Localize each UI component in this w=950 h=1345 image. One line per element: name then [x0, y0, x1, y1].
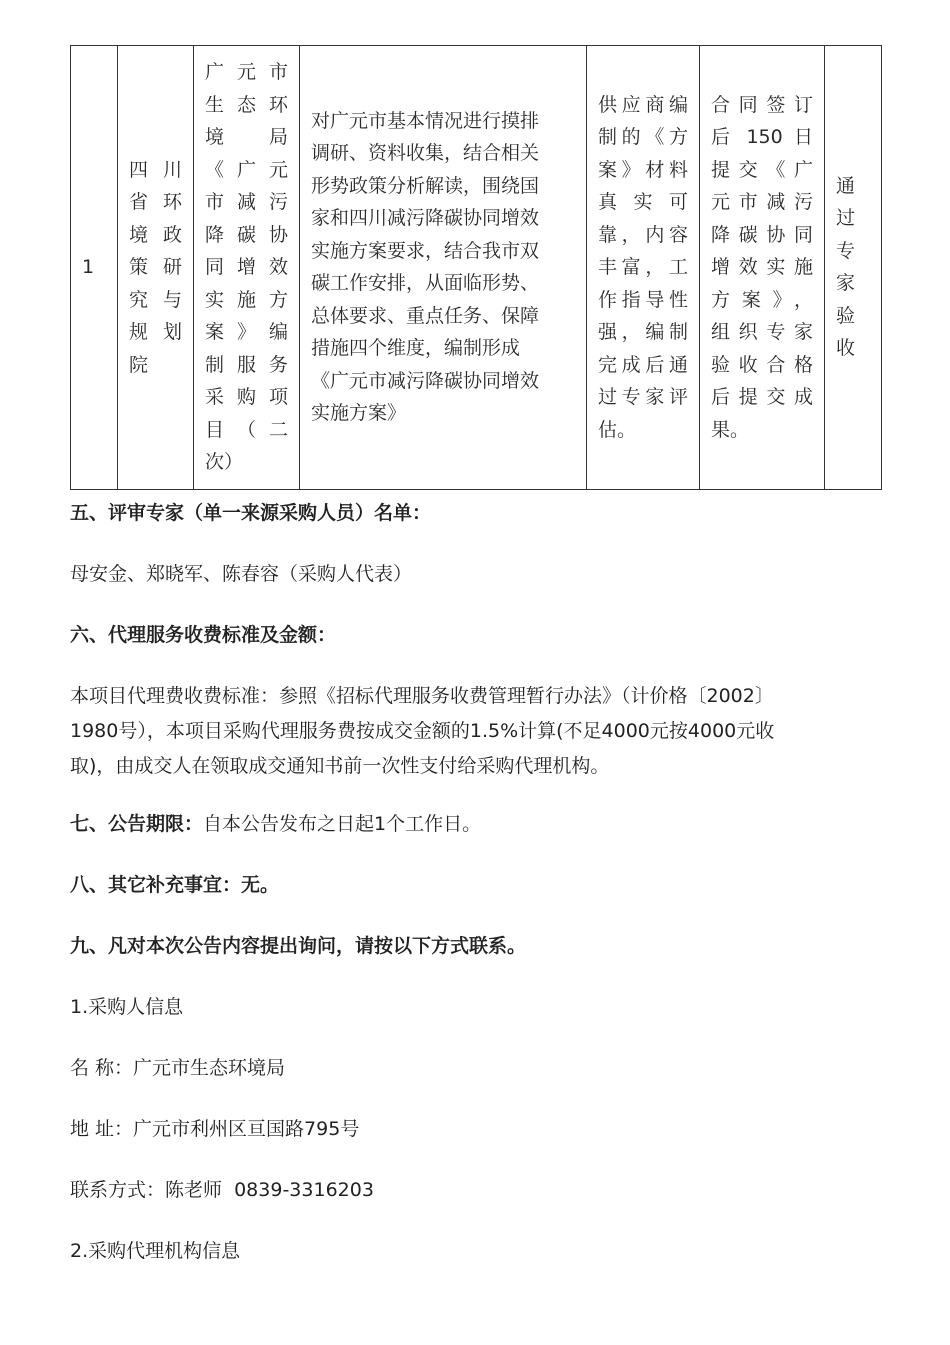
cell-text-line: 靠，内容: [598, 223, 688, 246]
purchaser-contact: [70, 1176, 890, 1204]
cell-text-line: 制服务: [205, 353, 288, 376]
cell-text-line: 果。: [711, 418, 750, 441]
result-table: [70, 45, 882, 490]
address-label: 地 址：: [70, 1118, 134, 1140]
cell-text-line: 制的《方: [598, 126, 688, 148]
cell-project: [194, 46, 300, 490]
cell-text-line: 家: [836, 272, 856, 295]
purchaser-address: [70, 1115, 890, 1143]
cell-text-line: 丰富，工: [598, 256, 688, 278]
cell-text-line: 合同签订: [711, 93, 813, 116]
cell-number: [71, 46, 118, 490]
purchaser-name: [70, 1054, 890, 1082]
section-9-heading: 九、凡对本次公告内容提出询问，请按以下方式联系。: [70, 935, 527, 957]
cell-text-line: 广元市: [205, 61, 288, 83]
cell-text-line: 次）: [205, 451, 244, 473]
name-value: 广元市生态环境局: [133, 1057, 286, 1079]
section-6-heading: 六、代理服务收费标准及金额：: [70, 624, 337, 646]
cell-text-line: 降碳协同: [711, 223, 813, 246]
cell-text-line: 真实可: [598, 191, 688, 213]
cell-content: [300, 46, 587, 490]
result-table-wrapper: [70, 45, 881, 490]
cell-text-line: 通: [836, 174, 856, 197]
acceptance-method: [836, 170, 870, 365]
cell-text-line: 方案》，: [711, 288, 813, 311]
cell-text-line: 省环: [129, 191, 182, 213]
cell-text-line: 强，编制: [598, 321, 688, 343]
cell-text-line: 供应商编: [598, 93, 688, 116]
row-number: 1: [82, 256, 95, 278]
contact-label: 联系方式：: [70, 1179, 166, 1201]
cell-text-line: 措施四个维度，编制形成: [311, 337, 521, 360]
cell-text-line: 究与: [129, 288, 182, 311]
section-7: [70, 810, 890, 838]
table-row: [71, 46, 882, 490]
section-5-heading: 五、评审专家（单一来源采购人员）名单：: [70, 502, 432, 524]
section-7-heading: 七、公告期限：: [70, 813, 204, 835]
address-value: 广元市利州区亘国路795号: [133, 1118, 360, 1140]
cell-text-line: 院: [129, 353, 149, 376]
cell-text-line: 《广元市减污降碳协同增效: [311, 369, 540, 392]
section-6-line-3: 取)，由成交人在领取成交通知书前一次性支付给采购代理机构。: [70, 755, 610, 777]
cell-text-line: 实施方案》: [311, 402, 407, 425]
cell-text-line: 目（二: [205, 418, 288, 441]
cell-text-line: 收: [836, 337, 856, 360]
cell-text-line: 过专家评: [598, 386, 688, 408]
cell-text-line: 碳工作安排，从面临形势、: [311, 272, 540, 295]
purchaser-info-title: 1.采购人信息: [70, 996, 184, 1018]
cell-text-line: 同增效: [205, 256, 288, 278]
name-label: 名 称：: [70, 1057, 134, 1079]
cell-text-line: 后 150 日: [711, 126, 813, 148]
cell-text-line: 市减污: [205, 191, 288, 213]
cell-text-line: 规划: [129, 321, 182, 343]
cell-text-line: 估。: [598, 418, 637, 441]
cell-text-line: 专: [836, 239, 856, 262]
cell-text-line: 增效实施: [711, 256, 813, 278]
cell-text-line: 后提交成: [711, 386, 813, 408]
section-7-body: 自本公告发布之日起1个工作日。: [203, 813, 482, 835]
project-content: [311, 105, 575, 430]
project-name: [205, 56, 288, 479]
cell-text-line: 《广元: [205, 158, 288, 181]
cell-acceptance: [825, 46, 882, 490]
cell-quality: [587, 46, 700, 490]
cell-text-line: 境政: [129, 223, 182, 246]
cell-supplier: [118, 46, 194, 490]
cell-text-line: 形势政策分析解读，围绕国: [311, 174, 540, 197]
cell-text-line: 验: [836, 304, 856, 327]
cell-text-line: 组织专家: [711, 321, 813, 343]
cell-text-line: 家和四川减污降碳协同增效: [311, 207, 540, 230]
cell-text-line: 提交《广: [711, 158, 813, 181]
cell-deadline: [700, 46, 825, 490]
agency-info-title: 2.采购代理机构信息: [70, 1240, 241, 1262]
cell-text-line: 降碳协: [205, 223, 288, 246]
section-5-body: 母安金、郑晓军、陈春容（采购人代表）: [70, 563, 413, 585]
cell-text-line: 验收合格: [711, 353, 813, 376]
delivery-deadline: [711, 89, 813, 447]
supplier-name: [129, 154, 182, 382]
cell-text-line: 过: [836, 207, 856, 230]
cell-text-line: 策研: [129, 256, 182, 278]
section-6-body: [70, 679, 885, 784]
cell-text-line: 案》编: [205, 321, 288, 343]
quality-requirement: [598, 89, 688, 447]
cell-text-line: 作指导性: [598, 288, 688, 311]
cell-text-line: 完成后通: [598, 353, 688, 376]
cell-text-line: 总体要求、重点任务、保障: [311, 304, 540, 327]
section-6-line-2: 1980号），本项目采购代理服务费按成交金额的1.5%计算(不足4000元按4000元收: [70, 720, 775, 742]
cell-text-line: 实施方: [205, 288, 288, 311]
cell-text-line: 四川: [129, 158, 182, 181]
cell-text-line: 调研、资料收集，结合相关: [311, 142, 540, 165]
cell-text-line: 采购项: [205, 386, 288, 408]
cell-text-line: 生态环: [205, 93, 288, 116]
cell-text-line: 案》材料: [598, 158, 688, 181]
section-8-heading: 八、其它补充事宜：无。: [70, 874, 280, 896]
cell-text-line: 元市减污: [711, 191, 813, 213]
cell-text-line: 对广元市基本情况进行摸排: [311, 109, 540, 132]
contact-value: 陈老师 0839-3316203: [165, 1179, 374, 1201]
cell-text-line: 境 局: [205, 126, 288, 148]
section-6-line-1: 本项目代理费收费标准：参照《招标代理服务收费管理暂行办法》（计价格〔2002〕: [70, 685, 774, 707]
cell-text-line: 实施方案要求，结合我市双: [311, 239, 540, 262]
